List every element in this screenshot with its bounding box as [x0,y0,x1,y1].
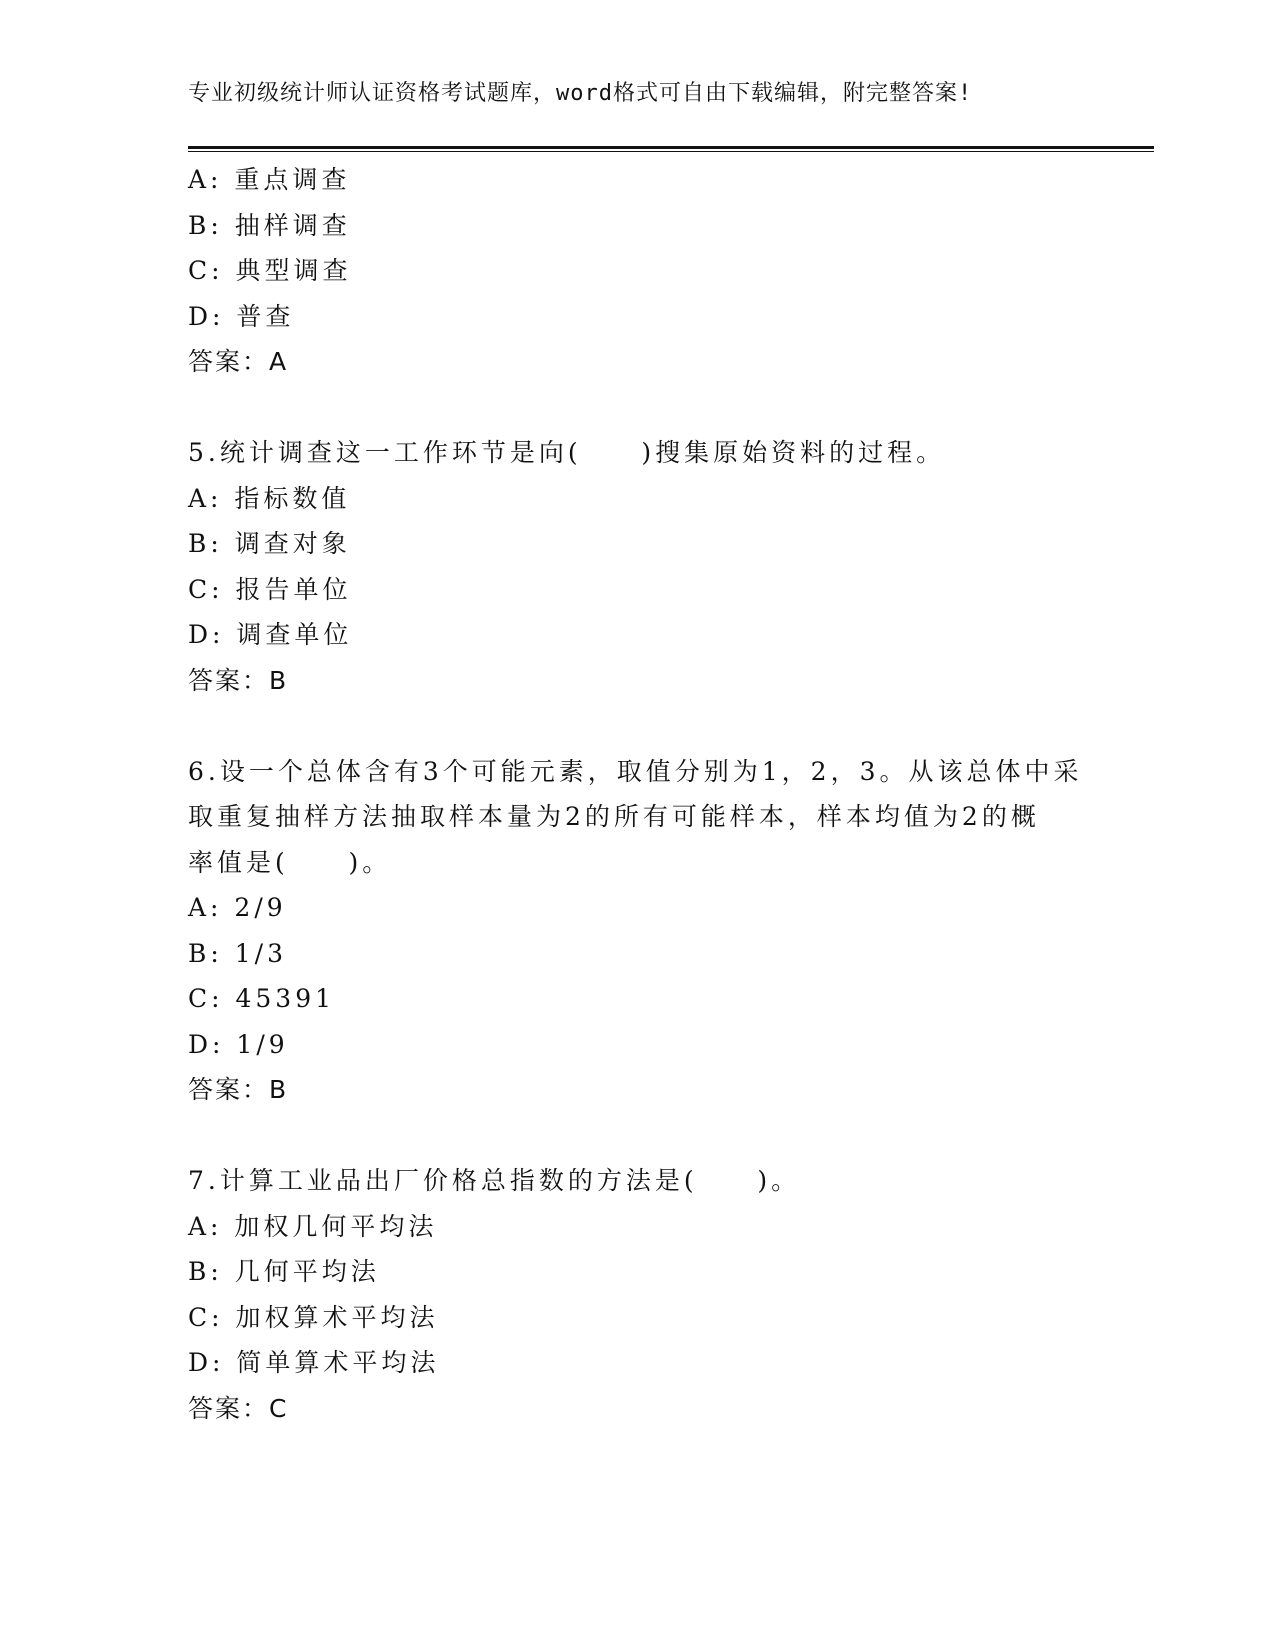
option-a: A: 指标数值 [188,483,351,513]
question-stem-line: 取重复抽样方法抽取样本量为2的所有可能样本，样本均值为2的概 [188,802,1040,831]
option-c: C: 加权算术平均法 [188,1302,439,1332]
answer: 答案：B [188,665,289,695]
answer: 答案：B [188,1075,289,1104]
option-a: A: 2/9 [188,893,287,922]
question-7 [188,1158,1118,1431]
question-4 [188,157,1118,385]
question-stem-line: 率值是( )。 [188,847,392,877]
option-b: B: 抽样调查 [188,210,351,240]
question-5 [188,430,1118,703]
spacer [188,703,1118,749]
option-b: B: 1/3 [188,938,287,968]
question-content [188,157,1118,1431]
spacer [188,385,1118,431]
option-d: D: 普查 [188,301,295,331]
header-rule-thick [188,146,1154,149]
option-c: C: 典型调查 [188,256,352,285]
option-d: D: 1/9 [188,1029,289,1059]
option-b: B: 几何平均法 [188,1257,380,1286]
question-6 [188,749,1118,1113]
spacer [188,1113,1118,1159]
option-d: D: 调查单位 [188,620,353,649]
question-stem-line: 6.设一个总体含有3个可能元素，取值分别为1，2，3。从该总体中采 [188,756,1083,786]
header-rule-thin [188,151,1154,152]
option-b: B: 调查对象 [188,529,351,558]
option-a: A: 加权几何平均法 [188,1211,438,1241]
option-a: A: 重点调查 [188,165,351,194]
question-stem: 5.统计调查这一工作环节是向( )搜集原始资料的过程。 [188,438,946,467]
option-c: C: 45391 [188,984,336,1013]
option-c: C: 报告单位 [188,574,352,604]
question-stem: 7.计算工业品出厂价格总指数的方法是( )。 [188,1166,801,1195]
page-header: 专业初级统计师认证资格考试题库，word格式可自由下载编辑，附完整答案! [188,81,973,106]
option-d: D: 简单算术平均法 [188,1348,440,1377]
answer: 答案：A [188,347,289,376]
answer: 答案：C [188,1393,289,1423]
